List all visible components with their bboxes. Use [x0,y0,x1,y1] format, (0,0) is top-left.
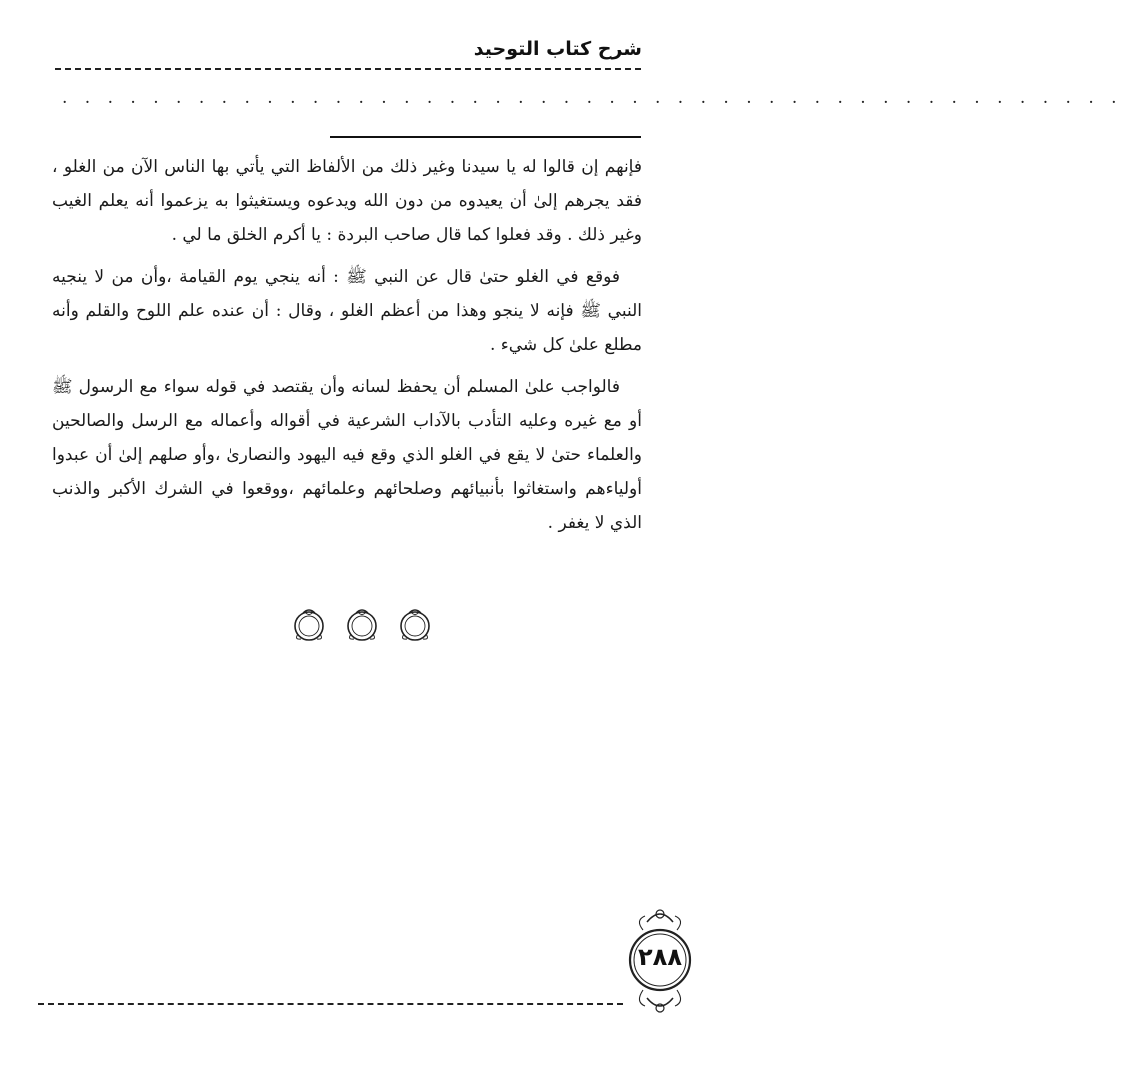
body-text [52,150,642,548]
paragraph-1: فإنهم إن قالوا له يا سيدنا وغير ذلك من الألفاظ التي يأتي بها الناس الآن من الغلو ، فقد يجرهم إلىٰ أن يعيدوه من دون الله ويدعوه ويستغيثوا به يزعموا أنه يعلم الغيب وغير ذلك . وقد فعلوا كما قال صاحب البردة : يا أكرم الخلق ما لي . [52,157,642,245]
header-rule [55,68,641,70]
page-number: ٢٨٨ [638,943,682,971]
footer-rule [38,1003,623,1005]
footnote-dots-row: . . . . . . . . . . . . . . . . . . . . . . . . . . . . . . . . . . . . . . . . . . . . . . . [62,88,1123,108]
paragraph-2: فوقع في الغلو حتىٰ قال عن النبي ﷺ : أنه ينجي يوم القيامة ،وأن من لا ينجيه النبي ﷺ فإنه لا ينجو وهذا من أعظم الغلو ، وقال : أن عنده علم اللوح والقلم وأنه مطلع علىٰ كل شيء . [52,267,642,355]
section-end-ornaments [289,604,435,644]
paragraph-3: فالواجب علىٰ المسلم أن يحفظ لسانه وأن يقتصد في قوله سواء مع الرسول ﷺ أو مع غيره وعليه التأدب بالآداب الشرعية في أقواله وأعماله مع الرسل والصالحين والعلماء حتىٰ لا يقع في الغلو الذي وقع فيه اليهود والنصارىٰ ،وأو صلهم إلىٰ أن عبدوا أولياءهم واستغاثوا بأنبيائهم وصلحائهم وعلمائهم ،ووقعوا في الشرك الأكبر والذنب الذي لا يغفر . [52,377,642,533]
running-header-title: شرح كتاب التوحيد [473,38,642,60]
flower-ornament-icon [342,604,382,644]
flower-ornament-icon [289,604,329,644]
flower-ornament-icon [395,604,435,644]
footnote-separator [330,136,641,138]
